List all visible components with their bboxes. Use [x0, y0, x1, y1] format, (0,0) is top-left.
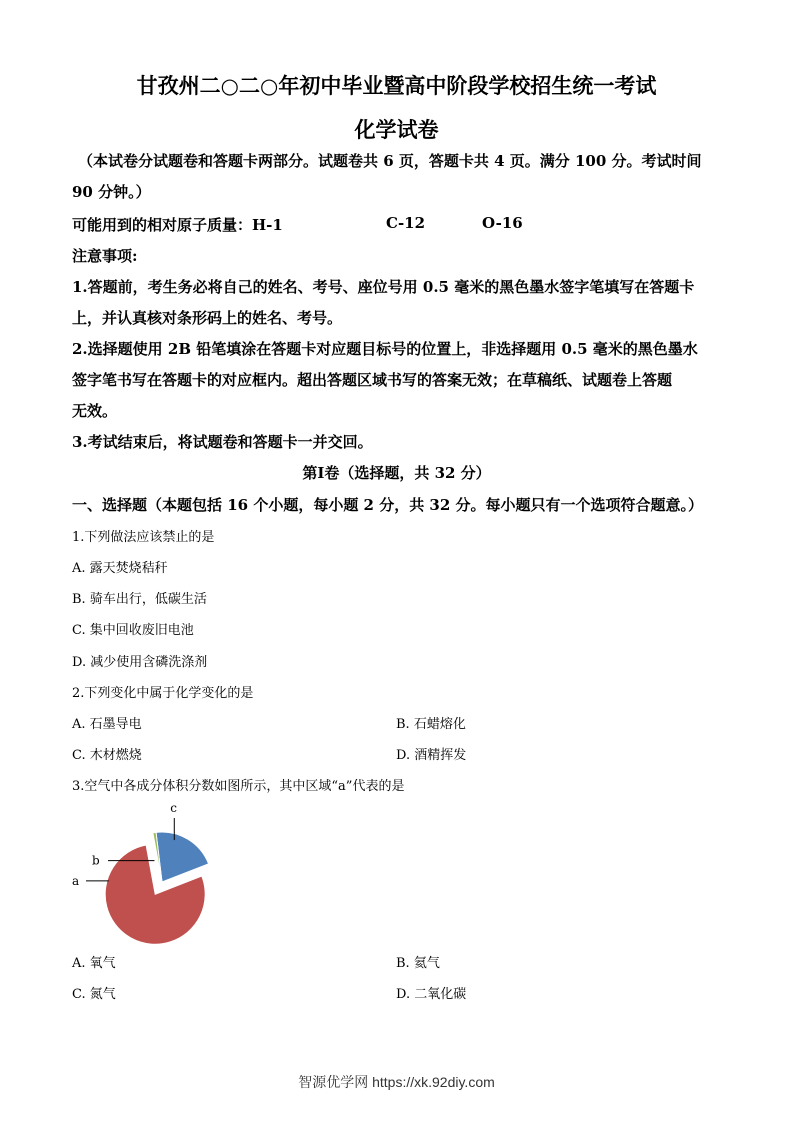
question-3-stem: 3.空气中各成分体积分数如图所示，其中区域“a”代表的是	[72, 779, 405, 794]
question-2-option-a: A. 石墨导电	[72, 717, 142, 732]
air-composition-pie-chart	[60, 796, 230, 946]
question-1-option-b: B. 骑车出行，低碳生活	[72, 592, 207, 607]
note-1-line-1: 1.答题前，考生务必将自己的姓名、考号、座位号用 0.5 毫米的黑色墨水签字笔填写在答题卡	[72, 278, 695, 296]
note-1-line-2: 上，并认真核对条形码上的姓名、考号。	[72, 309, 343, 327]
pie-label-a: a	[72, 873, 80, 888]
pie-slice-c	[156, 832, 209, 882]
atomic-mass-o: O-16	[482, 214, 523, 232]
atomic-mass-label: 可能用到的相对原子质量：H-1	[72, 216, 283, 234]
question-2-stem: 2.下列变化中属于化学变化的是	[72, 686, 254, 701]
note-2-line-3: 无效。	[72, 402, 118, 420]
question-3-option-a: A. 氧气	[72, 956, 116, 971]
question-1-option-c: C. 集中回收废旧电池	[72, 623, 194, 638]
question-2-option-c: C. 木材燃烧	[72, 748, 142, 763]
exam-subtitle: 化学试卷	[354, 117, 439, 142]
note-2-line-1: 2.选择题使用 2B 铅笔填涂在答题卡对应题目标号的位置上，非选择题用 0.5 毫米的黑色墨水	[72, 340, 698, 358]
pie-label-b: b	[92, 853, 100, 868]
note-2-line-2: 签字笔书写在答题卡的对应框内。超出答题区域书写的答案无效；在草稿纸、试题卷上答题	[72, 371, 673, 389]
question-3-option-c: C. 氮气	[72, 987, 116, 1002]
intro-line-1: （本试卷分试题卷和答题卡两部分。试题卷共 6 页，答题卡共 4 页。满分 100 分。考试时间	[78, 152, 702, 170]
part-title: 一、选择题（本题包括 16 个小题，每小题 2 分，共 32 分。每小题只有一个选项符合题意。）	[72, 496, 704, 514]
question-1-stem: 1.下列做法应该禁止的是	[72, 530, 215, 545]
question-2-option-d: D. 酒精挥发	[396, 748, 467, 763]
notes-title: 注意事项:	[72, 247, 138, 265]
pie-label-c: c	[170, 801, 178, 815]
question-2-option-b: B. 石蜡熔化	[396, 717, 466, 732]
question-3-option-b: B. 氦气	[396, 956, 440, 971]
exam-title: 甘孜州二○二○年初中毕业暨高中阶段学校招生统一考试	[136, 73, 657, 98]
question-1-option-a: A. 露天焚烧秸秆	[72, 561, 168, 576]
section-heading: 第Ⅰ卷（选择题，共 32 分）	[302, 464, 491, 482]
question-1-option-d: D. 减少使用含磷洗涤剂	[72, 655, 208, 670]
intro-line-2: 90 分钟。）	[72, 183, 151, 201]
footer-watermark: 智源优学网 https://xk.92diy.com	[298, 1074, 495, 1090]
question-3-option-d: D. 二氧化碳	[396, 987, 467, 1002]
atomic-mass-c: C-12	[386, 214, 426, 232]
note-3: 3.考试结束后，将试题卷和答题卡一并交回。	[72, 433, 373, 451]
